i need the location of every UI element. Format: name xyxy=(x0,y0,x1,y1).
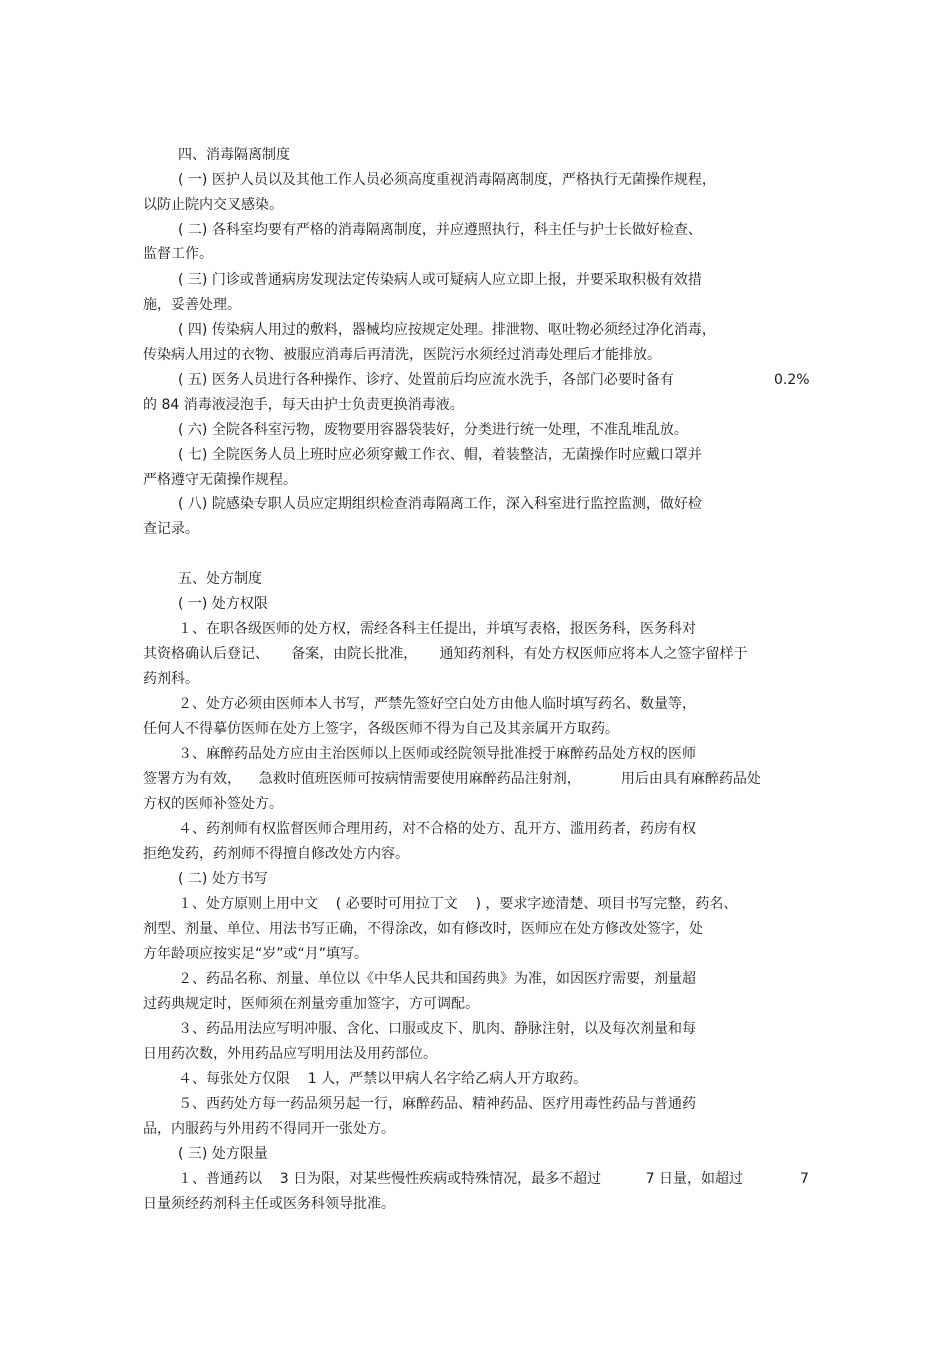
paragraph-line: ５、西药处方每一药品须另起一行，麻醉药品、精神药品、医疗用毒性药品与普通药 xyxy=(178,1096,696,1112)
paragraph-line-tail: 0.2% xyxy=(774,372,810,388)
paragraph-line: 方年龄项应按实足“岁”或“月”填写。 xyxy=(143,946,369,962)
paragraph-line: 剂型、剂量、单位、用法书写正确，不得涂改，如有修改时，医师应在处方修改处签字，处 xyxy=(143,921,703,937)
paragraph-line: ( 五) 医务人员进行各种操作、诊疗、处置前后均应流水洗手，各部门必要时备有 xyxy=(178,372,674,388)
paragraph-line: ( 二) 各科室均要有严格的消毒隔离制度，并应遵照执行，科主任与护士长做好检查、 xyxy=(178,222,702,238)
paragraph-line: ２、处方必须由医师本人书写，严禁先签好空白处方由他人临时填写药名、数量等， xyxy=(178,696,696,712)
paragraph-line: 药剂科。 xyxy=(143,671,199,687)
paragraph-line: 日用药次数，外用药品应写明用法及用药部位。 xyxy=(143,1046,437,1062)
paragraph-line: 任何人不得摹仿医师在处方上签字，各级医师不得为自己及其亲属开方取药。 xyxy=(143,721,619,737)
paragraph-line: ( 三) 门诊或普通病房发现法定传染病人或可疑病人应立即上报，并要采取积极有效措 xyxy=(178,272,702,288)
paragraph-line-tail: 7 xyxy=(800,1171,809,1187)
subsection-heading: ( 一) 处方权限 xyxy=(178,596,268,612)
paragraph-line: ( 七) 全院医务人员上班时应必须穿戴工作衣、帽，着装整洁，无菌操作时应戴口罩并 xyxy=(178,447,702,463)
paragraph-line: ２、药品名称、剂量、单位以《中华人民共和国药典》为准，如因医疗需要，剂量超 xyxy=(178,971,696,987)
paragraph-line: 以防止院内交叉感染。 xyxy=(143,197,283,213)
paragraph-line: ( 八) 院感染专职人员应定期组织检查消毒隔离工作，深入科室进行监控监测，做好检 xyxy=(178,496,702,512)
paragraph-line: 品，内服药与外用药不得同开一张处方。 xyxy=(143,1121,395,1137)
subsection-heading: ( 三) 处方限量 xyxy=(178,1146,268,1162)
paragraph-line: 严格遵守无菌操作规程。 xyxy=(143,472,297,488)
paragraph-line: 签署方为有效， 急救时值班医师可按病情需要使用麻醉药品注射剂， 用后由具有麻醉药品处 xyxy=(143,771,761,787)
paragraph-line: 的 84 消毒液浸泡手，每天由护士负责更换消毒液。 xyxy=(143,397,464,413)
section-4-title: 四、消毒隔离制度 xyxy=(178,147,290,163)
paragraph-line: 施，妥善处理。 xyxy=(143,297,241,313)
paragraph-line: ４、药剂师有权监督医师合理用药，对不合格的处方、乱开方、滥用药者，药房有权 xyxy=(178,821,696,837)
paragraph-line: 监督工作。 xyxy=(143,246,213,262)
paragraph-line: 拒绝发药，药剂师不得擅自修改处方内容。 xyxy=(143,846,409,862)
paragraph-line: 传染病人用过的衣物、被服应消毒后再清洗，医院污水须经过消毒处理后才能排放。 xyxy=(143,347,661,363)
paragraph-line: ( 六) 全院各科室污物，废物要用容器袋装好，分类进行统一处理，不准乱堆乱放。 xyxy=(178,422,688,438)
paragraph-line: １、在职各级医师的处方权，需经各科主任提出，并填写表格，报医务科，医务科对 xyxy=(178,621,696,637)
paragraph-line: ３、药品用法应写明冲服、含化、口服或皮下、肌肉、静脉注射，以及每次剂量和每 xyxy=(178,1021,696,1037)
subsection-heading: ( 二) 处方书写 xyxy=(178,871,268,887)
paragraph-line: 过药典规定时，医师须在剂量旁重加签字，方可调配。 xyxy=(143,996,479,1012)
section-5-title: 五、处方制度 xyxy=(178,571,262,587)
paragraph-line: 查记录。 xyxy=(143,521,199,537)
paragraph-line: ( 一) 医护人员以及其他工作人员必须高度重视消毒隔离制度，严格执行无菌操作规程， xyxy=(178,172,716,188)
paragraph-line: 其资格确认后登记、 备案，由院长批准， 通知药剂科，有处方权医师应将本人之签字留样于 xyxy=(143,646,748,662)
paragraph-line: ( 四) 传染病人用过的敷料，器械均应按规定处理。排泄物、呕吐物必须经过净化消毒， xyxy=(178,322,716,338)
paragraph-line: ３、麻醉药品处方应由主治医师以上医师或经院领导批准授于麻醉药品处方权的医师 xyxy=(178,746,696,762)
paragraph-line: ４、每张处方仅限 1 人，严禁以甲病人名字给乙病人开方取药。 xyxy=(178,1071,588,1087)
paragraph-line: 日量须经药剂科主任或医务科领导批准。 xyxy=(143,1196,395,1212)
paragraph-line: 方权的医师补签处方。 xyxy=(143,796,283,812)
paragraph-line: １、普通药以 3 日为限，对某些慢性疾病或特殊情况，最多不超过 7 日量，如超过 xyxy=(178,1171,744,1187)
paragraph-line: １、处方原则上用中文 ( 必要时可用拉丁文 ) ，要求字迹清楚、项目书写完整，药名、 xyxy=(178,896,738,912)
